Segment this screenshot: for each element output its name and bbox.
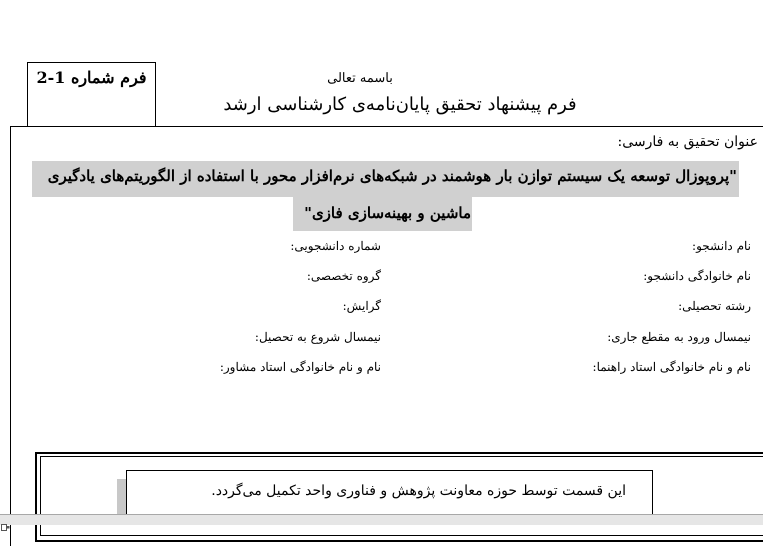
specialty-group-field: گروه تخصصی: [306,269,381,283]
research-title-line-1: "پروپوزال توسعه یک سیستم توازن بار هوشمند در شبکه‌های نرم‌افزار محور با استفاده از الگوریتم‌های یادگیری [47,167,737,185]
student-name-field: نام دانشجو: [692,239,751,253]
major-field: رشته تحصیلی: [678,299,751,313]
department-note: این قسمت توسط حوزه معاونت پژوهش و فناوری واحد تکمیل می‌گردد. [211,483,626,499]
student-id-field: شماره دانشجویی: [290,239,381,253]
advisor-field: نام و نام خانوادگی استاد مشاور: [219,360,381,374]
basmala: باسمه تعالی [327,71,393,86]
start-semester-field: نیمسال شروع به تحصیل: [254,330,381,344]
form-number: فرم شماره 1-2 [36,68,147,87]
status-bar [0,514,763,525]
research-title-label: عنوان تحقیق به فارسی: [617,134,758,150]
status-icon [1,516,10,523]
supervisor-field: نام و نام خانوادگی استاد راهنما: [592,360,751,374]
student-surname-field: نام خانوادگی دانشجو: [643,269,751,283]
form-title: فرم پیشنهاد تحقیق پایان‌نامه‌ی کارشناسی ارشد [223,94,577,115]
orientation-field: گرایش: [342,299,381,313]
research-title-line-2: ماشین و بهینه‌سازی فازی" [304,204,471,222]
entry-semester-field: نیمسال ورود به مقطع جاری: [607,330,751,344]
